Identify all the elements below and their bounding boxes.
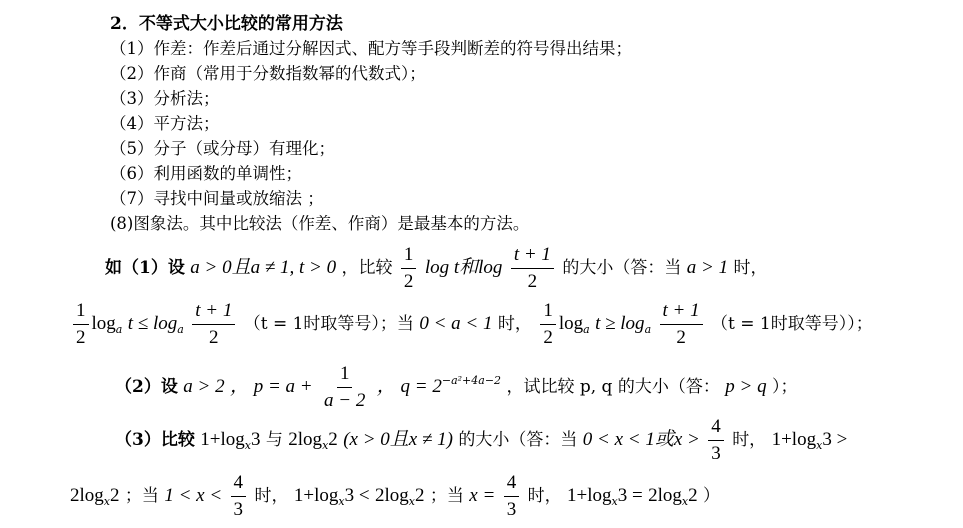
- example-1-tail2: 时，: [733, 258, 768, 278]
- example-2-answer: p > q: [725, 376, 767, 397]
- fraction-one-half: $\frac{1}{2}$: [401, 242, 417, 295]
- example-1-cond2: a > 1: [686, 257, 729, 278]
- section-heading: 2．不等式大小比较的常用方法: [110, 14, 343, 34]
- example-1-compare: ，比较: [341, 258, 393, 278]
- example-3-lead: （3）比较: [115, 430, 195, 450]
- example-2-tail: ，试比较 p, q 的大小（答：: [506, 377, 720, 397]
- le-part: t ≤ log: [127, 313, 178, 334]
- fraction-one-half-3: $\frac{1}{2}$: [540, 298, 556, 351]
- example-2-lead: （2）设: [115, 377, 178, 397]
- example-2: [115, 355, 797, 414]
- example-1-tail: 的大小（答：当: [562, 258, 682, 278]
- example-3-line-2: $2\log_x2$ ；当 1 < x < $\frac{4}{3}$ 时， $1+\log_x3 < 2\log_x2$ ；当 x = $\frac{4}{3}$ 时， $1+\log_x3 = 2\log_x2$ ）: [70, 470, 720, 528]
- log-part: log t和log: [424, 257, 503, 278]
- example-1-line-2: $\frac{1}{2}$ $\log_a t \le \log_a$ $\frac{t + 1}{2}$ （t = 1时取等号）；当 0 < a < 1 时， $\frac{1}{2}$ $\log_a t \ge \log_a$ $\frac{t + 1}{2}$ （t = 1时取等号））；: [70, 298, 873, 356]
- example-2-end: ）；: [771, 377, 798, 397]
- method-5: （5）分子（或分母）有理化；: [110, 139, 335, 158]
- method-1: （1）作差：作差后通过分解因式、配方等手段判断差的符号得出结果；: [110, 39, 632, 58]
- method-2: （2）作商（常用于分数指数幂的代数式）；: [110, 64, 426, 83]
- cond-3: 0 < a < 1: [419, 313, 493, 334]
- fraction-1-over-a-minus-2: $\frac{1}{a - 2}$: [324, 363, 366, 411]
- fraction-t-plus-1-over-2-b: $\frac{t + 1}{2}$: [192, 298, 235, 351]
- method-6: （6）利用函数的单调性；: [110, 164, 302, 183]
- method-8: (8)图象法。其中比较法（作差、作商）是最基本的方法。: [110, 214, 530, 233]
- paren-1: （t = 1时取等号）；当: [243, 314, 414, 334]
- method-7: （7）寻找中间量或放缩法 ；: [110, 189, 324, 208]
- example-3-line-1: （3）比较 $1+\log_x3$ 与 $2\log_x2$ (x > 0且x ≠ 1) 的大小（答：当 0 < x < 1或x > $\frac{4}{3}$ 时， $1+\log_x3$ >: [115, 414, 847, 472]
- fraction-t-plus-1-over-2: $\frac{t + 1}{2}$: [511, 242, 554, 295]
- example-1-line-1: [105, 242, 767, 295]
- fraction-4-over-3: $\frac{4}{3}$: [708, 414, 724, 467]
- method-3: （3）分析法；: [110, 89, 220, 108]
- fraction-t-plus-1-over-2-c: $\frac{t + 1}{2}$: [660, 298, 703, 351]
- tail-3: 时，: [497, 314, 532, 334]
- example-1-lead: 如（1）设: [105, 258, 185, 278]
- q-definition: ， q = 2: [376, 376, 442, 397]
- example-3-cond: (x > 0且x ≠ 1): [343, 429, 453, 450]
- p-definition: ， p = a +: [229, 376, 313, 397]
- paren-2: （t = 1时取等号））；: [711, 314, 873, 334]
- fraction-one-half-2: $\frac{1}{2}$: [73, 298, 89, 351]
- fraction-4-over-3-c: $\frac{4}{3}$: [504, 470, 520, 523]
- example-1-condition: a > 0且a ≠ 1, t > 0: [190, 257, 337, 278]
- example-2-cond: a > 2: [183, 376, 225, 397]
- method-4: （4）平方法；: [110, 114, 220, 133]
- q-exponent: −a²+4a−2: [441, 374, 502, 387]
- fraction-4-over-3-b: $\frac{4}{3}$: [231, 470, 247, 523]
- ge-part: t ≥ log: [595, 313, 645, 334]
